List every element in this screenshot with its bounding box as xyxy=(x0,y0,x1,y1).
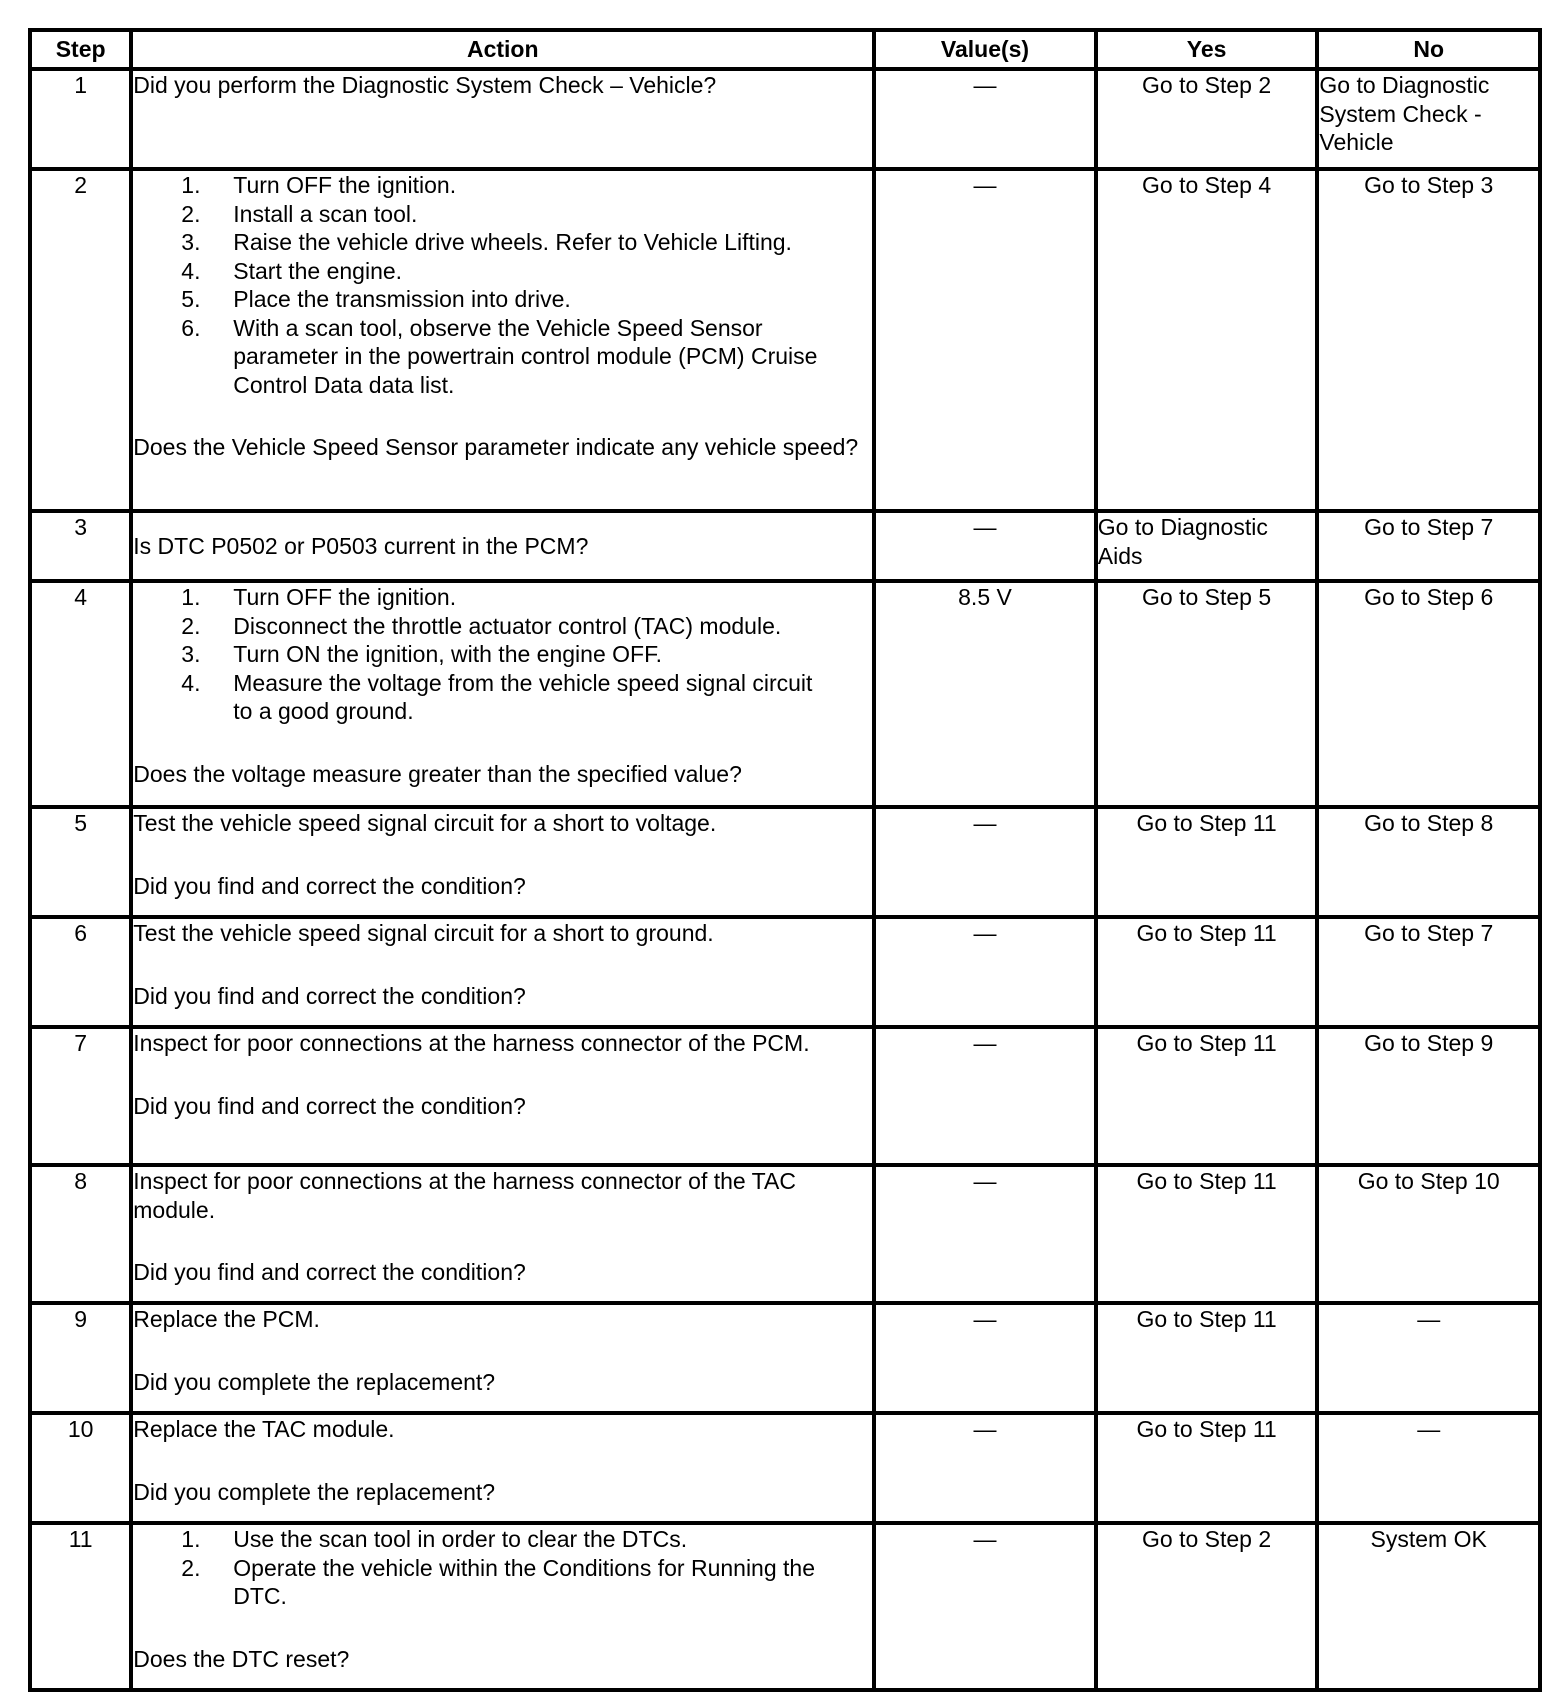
step-number: 2 xyxy=(30,169,131,511)
yes-cell: Go to Step 4 xyxy=(1096,169,1318,511)
action-cell xyxy=(131,1523,874,1690)
yes-cell: Go to Diagnostic Aids xyxy=(1096,511,1318,581)
header-yes: Yes xyxy=(1096,30,1318,69)
table-row xyxy=(30,1523,1540,1690)
header-action: Action xyxy=(131,30,874,69)
action-instruction: Inspect for poor connections at the harness connector of the PCM. xyxy=(133,1030,810,1056)
table-row xyxy=(30,807,1540,917)
action-question: Did you find and correct the condition? xyxy=(133,1092,526,1119)
yes-cell: Go to Step 11 xyxy=(1096,917,1318,1027)
no-cell: — xyxy=(1317,1303,1540,1413)
yes-cell: Go to Step 11 xyxy=(1096,1413,1318,1523)
no-cell: Go to Step 3 xyxy=(1317,169,1540,511)
value-cell: — xyxy=(874,69,1096,169)
action-step: Turn ON the ignition, with the engine OFF. xyxy=(233,641,662,667)
yes-cell: Go to Step 11 xyxy=(1096,1165,1318,1303)
action-step: Install a scan tool. xyxy=(233,200,418,227)
value-cell: — xyxy=(874,169,1096,511)
action-step: Turn OFF the ignition. xyxy=(233,172,457,198)
action-step: Place the transmission into drive. xyxy=(233,286,571,312)
action-question: Did you find and correct the condition? xyxy=(133,982,526,1009)
action-cell xyxy=(131,1027,874,1165)
action-step: Operate the vehicle within the Conditions for Running the DTC. xyxy=(233,1554,816,1609)
table-row xyxy=(30,1303,1540,1413)
table-row xyxy=(30,1413,1540,1523)
action-question: Did you find and correct the condition? xyxy=(133,872,526,899)
action-instruction: Test the vehicle speed signal circuit for a short to ground. xyxy=(133,920,714,946)
action-step: Disconnect the throttle actuator control (TAC) module. xyxy=(233,612,782,639)
action-step: Start the engine. xyxy=(233,257,403,284)
action-instruction: Replace the TAC module. xyxy=(133,1416,395,1442)
table-row xyxy=(30,1165,1540,1303)
step-number: 3 xyxy=(30,511,131,581)
table-row xyxy=(30,917,1540,1027)
action-cell xyxy=(131,1413,874,1523)
yes-cell: Go to Step 2 xyxy=(1096,69,1318,169)
action-step: Turn OFF the ignition. xyxy=(233,584,457,610)
value-cell: — xyxy=(874,917,1096,1027)
value-cell: — xyxy=(874,807,1096,917)
action-question: Does the Vehicle Speed Sensor parameter indicate any vehicle speed? xyxy=(133,434,859,460)
action-instruction: Inspect for poor connections at the harness connector of the TAC module. xyxy=(133,1168,796,1223)
step-number: 5 xyxy=(30,807,131,917)
action-step: With a scan tool, observe the Vehicle Speed Sensor parameter in the powertrain control module (PCM) Cruise Control Data data list. xyxy=(233,314,818,398)
step-number: 8 xyxy=(30,1165,131,1303)
no-cell: Go to Step 8 xyxy=(1317,807,1540,917)
yes-cell: Go to Step 11 xyxy=(1096,807,1318,917)
no-cell: — xyxy=(1317,1413,1540,1523)
step-number: 4 xyxy=(30,581,131,807)
no-cell: System OK xyxy=(1317,1523,1540,1690)
table-row xyxy=(30,169,1540,511)
yes-cell: Go to Step 5 xyxy=(1096,581,1318,807)
header-values: Value(s) xyxy=(874,30,1096,69)
table-row xyxy=(30,69,1540,169)
header-row xyxy=(30,30,1540,69)
step-number: 7 xyxy=(30,1027,131,1165)
action-steps xyxy=(133,171,872,399)
value-cell: 8.5 V xyxy=(874,581,1096,807)
action-instruction: Test the vehicle speed signal circuit for a short to voltage. xyxy=(133,810,717,836)
step-number: 9 xyxy=(30,1303,131,1413)
action-cell xyxy=(131,1303,874,1413)
no-cell: Go to Step 9 xyxy=(1317,1027,1540,1165)
action-step: Use the scan tool in order to clear the DTCs. xyxy=(233,1526,688,1552)
action-question: Does the DTC reset? xyxy=(133,1645,350,1672)
no-cell: Go to Step 7 xyxy=(1317,917,1540,1027)
action-step: Raise the vehicle drive wheels. Refer to Vehicle Lifting. xyxy=(233,229,792,255)
table-row xyxy=(30,1027,1540,1165)
action-cell xyxy=(131,581,874,807)
yes-cell: Go to Step 2 xyxy=(1096,1523,1318,1690)
step-number: 10 xyxy=(30,1413,131,1523)
action-question: Did you find and correct the condition? xyxy=(133,1259,526,1285)
no-cell: Go to Step 7 xyxy=(1317,511,1540,581)
step-number: 11 xyxy=(30,1523,131,1690)
value-cell: — xyxy=(874,1027,1096,1165)
action-instruction: Replace the PCM. xyxy=(133,1306,320,1332)
action-question: Does the voltage measure greater than the specified value? xyxy=(133,760,742,787)
action-steps xyxy=(133,1525,872,1611)
action-steps xyxy=(133,583,872,726)
yes-cell: Go to Step 11 xyxy=(1096,1027,1318,1165)
value-cell: — xyxy=(874,1413,1096,1523)
table-row xyxy=(30,581,1540,807)
no-cell: Go to Step 10 xyxy=(1317,1165,1540,1303)
action-cell xyxy=(131,917,874,1027)
value-cell: — xyxy=(874,1523,1096,1690)
action-cell xyxy=(131,169,874,511)
value-cell: — xyxy=(874,1303,1096,1413)
step-number: 6 xyxy=(30,917,131,1027)
value-cell: — xyxy=(874,511,1096,581)
action-cell xyxy=(131,807,874,917)
action-cell xyxy=(131,1165,874,1303)
action-question: Is DTC P0502 or P0503 current in the PCM? xyxy=(133,532,589,559)
action-question: Did you perform the Diagnostic System Check – Vehicle? xyxy=(133,72,717,98)
no-cell: Go to Step 6 xyxy=(1317,581,1540,807)
action-cell xyxy=(131,511,874,581)
action-cell xyxy=(131,69,874,169)
no-cell: Go to Diagnostic System Check - Vehicle xyxy=(1317,69,1540,169)
value-cell: — xyxy=(874,1165,1096,1303)
diagnostic-table xyxy=(28,28,1542,1692)
action-step: Measure the voltage from the vehicle speed signal circuit to a good ground. xyxy=(233,669,813,724)
header-step: Step xyxy=(30,30,131,69)
action-question: Did you complete the replacement? xyxy=(133,1478,496,1505)
yes-cell: Go to Step 11 xyxy=(1096,1303,1318,1413)
header-no: No xyxy=(1317,30,1540,69)
action-question: Did you complete the replacement? xyxy=(133,1368,496,1395)
table-row xyxy=(30,511,1540,581)
step-number: 1 xyxy=(30,69,131,169)
